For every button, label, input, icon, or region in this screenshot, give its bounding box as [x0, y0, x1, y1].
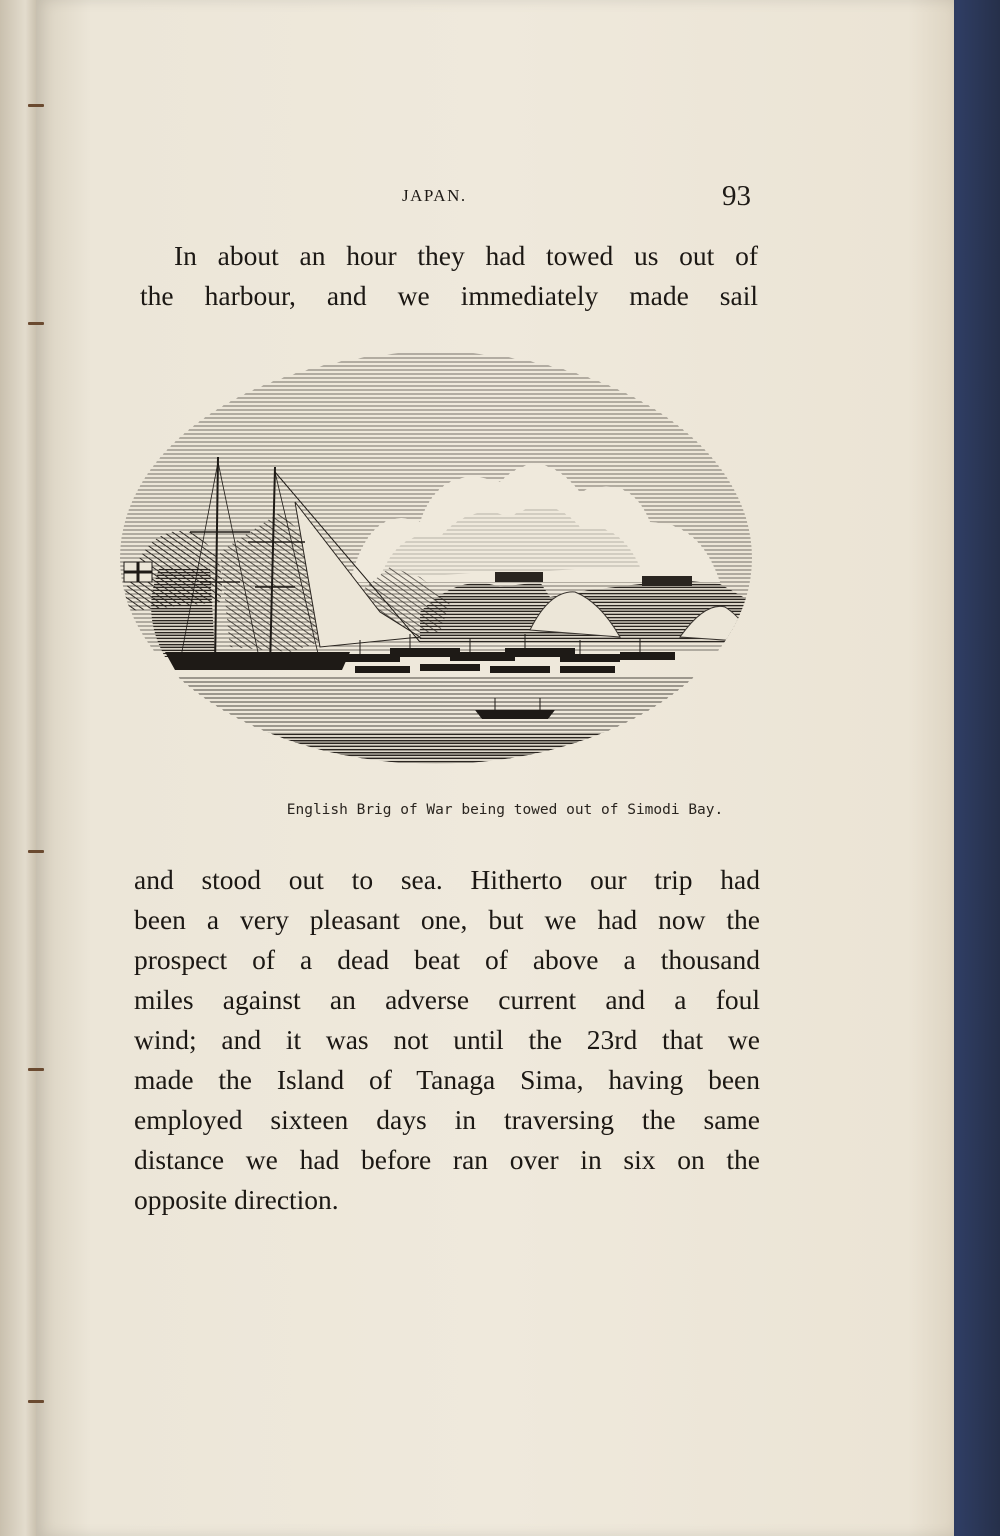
text-line: and stood out to sea. Hitherto our trip had	[134, 864, 760, 895]
text-line: miles against an adverse current and a foul	[134, 984, 760, 1015]
text-line: wind; and it was not until the 23rd that we	[134, 1024, 760, 1055]
text-line: opposite direction.	[134, 1184, 339, 1215]
binding-stitch	[28, 104, 44, 107]
binding-stitch	[28, 1068, 44, 1071]
text-line: distance we had before ran over in six on the	[134, 1144, 760, 1175]
binding-stitch	[28, 322, 44, 325]
text-line: In about an hour they had towed us out of	[174, 240, 758, 271]
illustration-caption: English Brig of War being towed out of Simodi Bay.	[286, 802, 724, 818]
binding-stitch	[28, 850, 44, 853]
binding-stitch	[28, 1400, 44, 1403]
book-page	[36, 0, 954, 1536]
text-line: made the Island of Tanaga Sima, having been	[134, 1064, 760, 1095]
page-header	[0, 178, 1000, 218]
text-line: the harbour, and we immediately made sail	[140, 280, 758, 311]
text-line: employed sixteen days in traversing the same	[134, 1104, 760, 1135]
running-head: JAPAN.	[402, 186, 467, 205]
paragraph-top	[140, 236, 758, 316]
engraving-illustration	[120, 352, 752, 764]
page-number: 93	[722, 180, 751, 212]
text-line: been a very pleasant one, but we had now the	[134, 904, 760, 935]
text-line: prospect of a dead beat of above a thousand	[134, 944, 760, 975]
paragraph-bottom	[134, 860, 760, 1220]
